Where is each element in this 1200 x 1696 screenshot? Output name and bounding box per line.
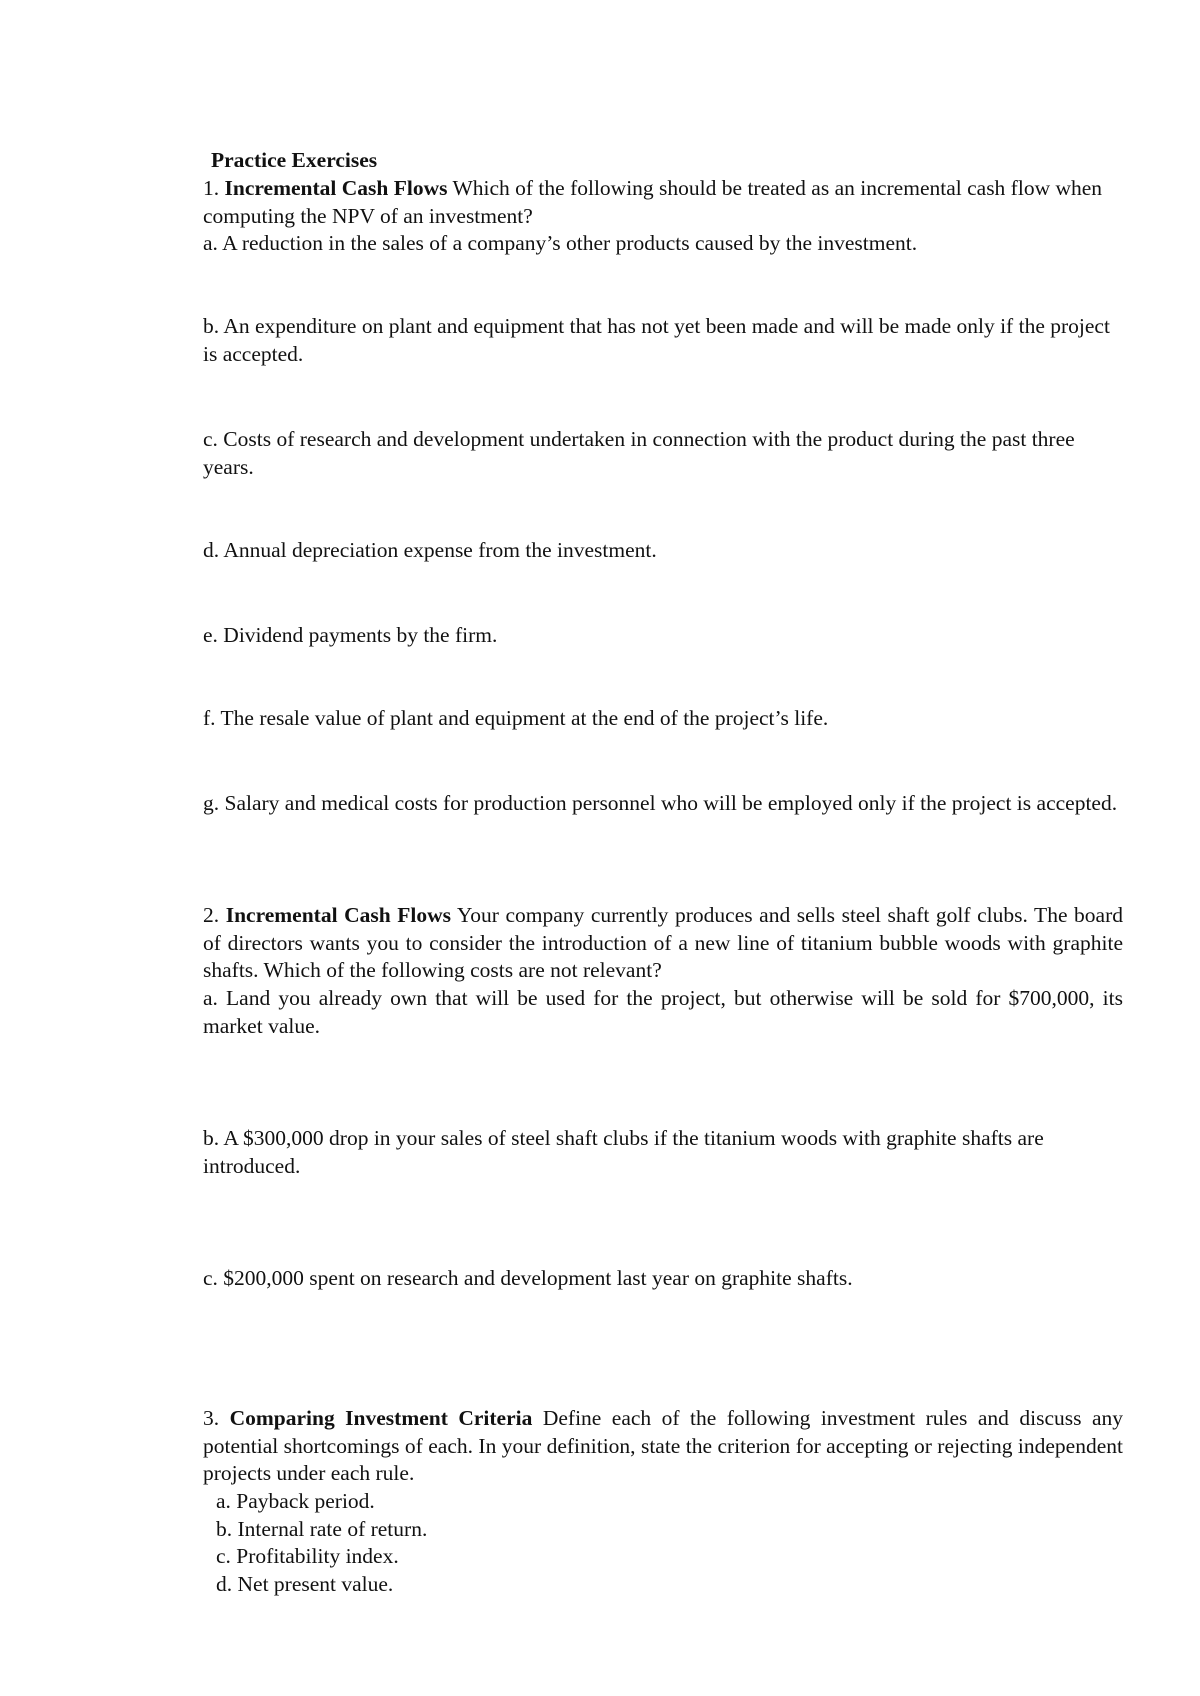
q3-heading: Comparing Investment Criteria (229, 1406, 533, 1430)
q2-option-c: c. $200,000 spent on research and development last year on graphite shafts. (203, 1266, 853, 1290)
q2-heading: Incremental Cash Flows (225, 903, 452, 927)
list-item: b. Internal rate of return. (216, 1516, 428, 1541)
q1-option-c: c. Costs of research and development undertaken in connection with the product during the past three years. (203, 427, 1075, 479)
q3-stem (203, 1405, 1123, 1488)
list-item: d. Net present value. (216, 1571, 394, 1596)
q1-stem-text: Which of the following should be treated as an incremental cash flow when computing the NPV of an investment? (203, 176, 1103, 228)
q3-stem-text: Define each of the following investment rules and discuss any potential shortcomings of each. In your definition, state the criterion for accepting or rejecting independent projects under each rule. (203, 1406, 1124, 1485)
page-title: Practice Exercises (211, 148, 378, 172)
list-item: a. Payback period. (216, 1489, 375, 1513)
q1-heading: Incremental Cash Flows (224, 176, 448, 200)
q2-number: 2. (203, 903, 220, 927)
q1-option-a: a. A reduction in the sales of a company’s other products caused by the investment. (203, 231, 918, 255)
q1-option-f: f. The resale value of plant and equipment at the end of the project’s life. (203, 706, 829, 730)
q1-option-b: b. An expenditure on plant and equipment that has not yet been made and will be made only if the project is accepted. (203, 314, 1110, 366)
q1-number: 1. (203, 176, 220, 200)
q3-list (216, 1488, 427, 1598)
list-item: c. Profitability index. (216, 1544, 399, 1568)
q2-option-b: b. A $300,000 drop in your sales of steel shaft clubs if the titanium woods with graphite shafts are introduced. (203, 1126, 1044, 1178)
q2-option-a: a. Land you already own that will be used for the project, but otherwise will be sold for $700,000, its market value. (203, 986, 1123, 1038)
q3-number: 3. (203, 1406, 220, 1430)
q2-stem (203, 902, 1123, 985)
q1-option-g: g. Salary and medical costs for production personnel who will be employed only if the project is accepted. (203, 791, 1118, 815)
q2-stem-text: Your company currently produces and sells steel shaft golf clubs. The board of directors wants you to consider the introduction of a new line of titanium bubble woods with graphite shafts. Which of the following costs are not relevant? (203, 903, 1124, 982)
q1-option-d: d. Annual depreciation expense from the investment. (203, 538, 657, 562)
q1-stem (203, 175, 1123, 230)
q1-option-e: e. Dividend payments by the firm. (203, 623, 498, 647)
